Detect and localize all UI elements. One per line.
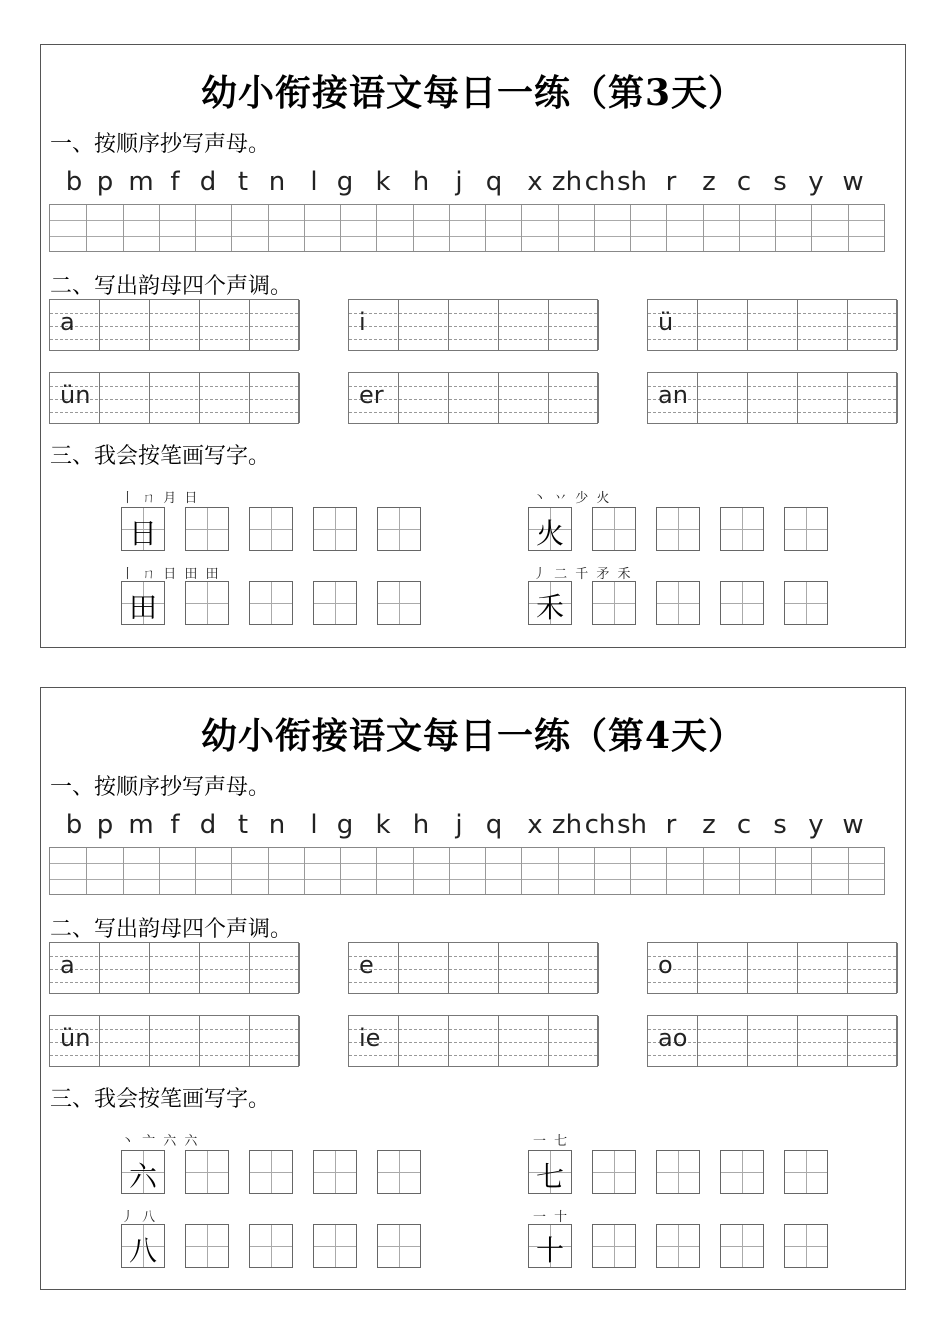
initial-letter: t: [237, 167, 249, 197]
model-character: 八: [128, 1234, 157, 1267]
grid-divider: [413, 848, 414, 894]
guide-line: [349, 412, 597, 413]
tone-cell[interactable]: [848, 373, 898, 423]
grid-divider: [666, 205, 667, 251]
practice-character-box[interactable]: [784, 1150, 828, 1194]
tone-cell[interactable]: [100, 943, 150, 993]
tone-cell[interactable]: [798, 373, 848, 423]
initial-letter: m: [128, 810, 154, 840]
grid-divider: [268, 848, 269, 894]
stroke-order: 丨 ㄇ 日 田 田: [121, 567, 221, 582]
model-character-box: [528, 507, 572, 551]
guide-line: [50, 313, 298, 314]
grid-divider: [376, 205, 377, 251]
stroke-order: 丨 ㄇ 月 日: [121, 491, 200, 506]
initial-letter: h: [412, 167, 430, 197]
practice-character-box[interactable]: [592, 1224, 636, 1268]
tone-cell[interactable]: [499, 943, 549, 993]
model-character: 七: [535, 1160, 564, 1193]
tone-cell[interactable]: [748, 373, 798, 423]
grid-divider: [666, 848, 667, 894]
grid-divider: [340, 205, 341, 251]
tone-cell[interactable]: [399, 943, 449, 993]
initial-letter: w: [842, 810, 864, 840]
grid-divider: [231, 205, 232, 251]
guide-line: [648, 956, 896, 957]
initial-letter: f: [170, 810, 180, 840]
initial-letter: c: [736, 167, 752, 197]
guide-line: [349, 313, 597, 314]
tone-cell[interactable]: [499, 1016, 549, 1066]
copy-writing-grid[interactable]: [49, 204, 885, 252]
grid-divider: [195, 848, 196, 894]
initial-letter: sh: [616, 167, 648, 197]
practice-character-box[interactable]: [313, 1224, 357, 1268]
model-character-box: [121, 1224, 165, 1268]
tone-cell[interactable]: [150, 300, 200, 350]
guide-line: [648, 1055, 896, 1056]
tone-writing-box[interactable]: [49, 942, 299, 994]
practice-character-box[interactable]: [313, 581, 357, 625]
initial-letter: s: [773, 167, 787, 197]
tone-writing-box[interactable]: [49, 299, 299, 351]
grid-divider: [848, 205, 849, 251]
initial-letter: m: [128, 167, 154, 197]
model-character: 六: [128, 1160, 157, 1193]
tone-cell[interactable]: [100, 300, 150, 350]
final-label: ie: [359, 1024, 381, 1052]
practice-character-box[interactable]: [784, 1224, 828, 1268]
practice-character-box[interactable]: [784, 507, 828, 551]
grid-divider: [775, 205, 776, 251]
tone-writing-box[interactable]: [49, 372, 299, 424]
initial-letter: z: [702, 167, 716, 197]
grid-divider: [739, 205, 740, 251]
grid-divider: [594, 205, 595, 251]
tone-cell[interactable]: [848, 943, 898, 993]
worksheet-day4: [40, 687, 906, 1290]
initials-row: [49, 167, 885, 203]
initial-letter: r: [665, 810, 677, 840]
model-character: 田: [128, 591, 157, 624]
practice-character-box[interactable]: [185, 581, 229, 625]
initial-letter: n: [268, 810, 286, 840]
tone-cell[interactable]: [250, 300, 300, 350]
grid-divider: [485, 848, 486, 894]
tone-cell[interactable]: [698, 300, 748, 350]
tone-cell[interactable]: [50, 943, 100, 993]
tone-cell[interactable]: [499, 300, 549, 350]
grid-divider: [703, 848, 704, 894]
guide-line: [349, 1029, 597, 1030]
initial-letter: j: [455, 167, 463, 197]
initial-letter: q: [485, 810, 503, 840]
practice-character-box[interactable]: [313, 507, 357, 551]
tone-writing-box[interactable]: [647, 299, 897, 351]
guide-line: [349, 326, 597, 327]
practice-character-box[interactable]: [656, 507, 700, 551]
practice-character-box[interactable]: [185, 507, 229, 551]
initial-letter: zh: [551, 167, 583, 197]
section-heading-copy-initials: 一、按顺序抄写声母。: [50, 775, 271, 800]
section-heading-stroke-order: 三、我会按笔画写字。: [50, 444, 271, 469]
tone-cell[interactable]: [698, 943, 748, 993]
tone-writing-box[interactable]: [647, 372, 897, 424]
initial-letter: f: [170, 167, 180, 197]
tone-cell[interactable]: [100, 1016, 150, 1066]
initial-letter: w: [842, 167, 864, 197]
tone-cell[interactable]: [150, 373, 200, 423]
initial-letter: r: [665, 167, 677, 197]
section-heading-stroke-order: 三、我会按笔画写字。: [50, 1087, 271, 1112]
tone-cell[interactable]: [200, 300, 250, 350]
tone-cell[interactable]: [250, 1016, 300, 1066]
tone-cell[interactable]: [449, 300, 499, 350]
guide-line: [349, 399, 597, 400]
initial-letter: k: [375, 167, 391, 197]
section-heading-tones: 二、写出韵母四个声调。: [50, 274, 293, 299]
practice-character-box[interactable]: [720, 1150, 764, 1194]
model-character-box: [528, 1150, 572, 1194]
tone-cell[interactable]: [698, 373, 748, 423]
guide-line: [349, 1055, 597, 1056]
tone-cell[interactable]: [150, 1016, 200, 1066]
final-label: ao: [658, 1024, 688, 1052]
grid-divider: [594, 848, 595, 894]
initial-letter: p: [96, 810, 114, 840]
grid-divider: [811, 848, 812, 894]
guide-line: [648, 412, 896, 413]
guide-line: [648, 326, 896, 327]
initial-letter: n: [268, 167, 286, 197]
tone-cell[interactable]: [549, 300, 599, 350]
tone-writing-box[interactable]: [348, 1015, 598, 1067]
tone-cell[interactable]: [748, 1016, 798, 1066]
grid-divider: [848, 848, 849, 894]
practice-character-box[interactable]: [249, 1224, 293, 1268]
initial-letter: j: [455, 810, 463, 840]
final-label: a: [60, 951, 75, 979]
tone-writing-box[interactable]: [49, 1015, 299, 1067]
guide-line: [349, 1042, 597, 1043]
grid-divider: [775, 848, 776, 894]
final-label: ün: [60, 381, 91, 409]
initial-letter: g: [336, 810, 354, 840]
grid-divider: [630, 205, 631, 251]
tone-cell[interactable]: [349, 300, 399, 350]
tone-cell[interactable]: [848, 1016, 898, 1066]
initial-letter: x: [527, 810, 543, 840]
guide-line: [349, 969, 597, 970]
initial-letter: p: [96, 167, 114, 197]
model-character: 日: [128, 517, 157, 550]
initial-letter: y: [808, 167, 824, 197]
final-label: o: [658, 951, 673, 979]
section-heading-tones: 二、写出韵母四个声调。: [50, 917, 293, 942]
initial-letter: l: [310, 810, 318, 840]
grid-divider: [304, 848, 305, 894]
tone-cell[interactable]: [200, 943, 250, 993]
practice-character-box[interactable]: [592, 1150, 636, 1194]
practice-character-box[interactable]: [592, 581, 636, 625]
practice-character-box[interactable]: [377, 581, 421, 625]
guide-line: [50, 339, 298, 340]
tone-writing-box[interactable]: [647, 1015, 897, 1067]
grid-divider: [195, 205, 196, 251]
initial-letter: ch: [584, 167, 616, 197]
initial-letter: s: [773, 810, 787, 840]
tone-cell[interactable]: [250, 943, 300, 993]
tone-cell[interactable]: [250, 373, 300, 423]
model-character-box: [528, 1224, 572, 1268]
initial-letter: c: [736, 810, 752, 840]
guide-line: [50, 412, 298, 413]
tone-cell[interactable]: [698, 1016, 748, 1066]
practice-character-box[interactable]: [377, 1224, 421, 1268]
guide-line: [349, 386, 597, 387]
tone-cell[interactable]: [399, 300, 449, 350]
tone-cell[interactable]: [798, 300, 848, 350]
grid-divider: [413, 205, 414, 251]
practice-character-box[interactable]: [592, 507, 636, 551]
practice-character-box[interactable]: [784, 581, 828, 625]
grid-divider: [268, 205, 269, 251]
initial-letter: z: [702, 810, 716, 840]
tone-writing-box[interactable]: [348, 942, 598, 994]
model-character-box: [121, 581, 165, 625]
practice-character-box[interactable]: [656, 1150, 700, 1194]
practice-character-box[interactable]: [185, 1150, 229, 1194]
stroke-order: 丿 八: [121, 1210, 158, 1225]
initial-letter: g: [336, 167, 354, 197]
model-character-box: [121, 507, 165, 551]
final-label: ü: [658, 308, 674, 336]
initial-letter: q: [485, 167, 503, 197]
tone-cell[interactable]: [549, 1016, 599, 1066]
tone-writing-box[interactable]: [348, 372, 598, 424]
practice-character-box[interactable]: [377, 507, 421, 551]
practice-character-box[interactable]: [249, 581, 293, 625]
model-character: 十: [535, 1234, 564, 1267]
tone-cell[interactable]: [798, 1016, 848, 1066]
tone-cell[interactable]: [349, 943, 399, 993]
tone-cell[interactable]: [449, 1016, 499, 1066]
stroke-order: 一 十: [533, 1210, 570, 1225]
tone-cell[interactable]: [399, 373, 449, 423]
initial-letter: zh: [551, 810, 583, 840]
guide-line: [648, 969, 896, 970]
guide-line: [648, 339, 896, 340]
initial-letter: b: [65, 167, 83, 197]
tone-cell[interactable]: [798, 943, 848, 993]
tone-writing-box[interactable]: [348, 299, 598, 351]
initial-letter: h: [412, 810, 430, 840]
stroke-order: 一 七: [533, 1134, 570, 1149]
grid-divider: [811, 205, 812, 251]
practice-character-box[interactable]: [377, 1150, 421, 1194]
final-label: ün: [60, 1024, 91, 1052]
grid-divider: [86, 205, 87, 251]
grid-divider: [304, 205, 305, 251]
grid-divider: [558, 205, 559, 251]
guide-line: [349, 956, 597, 957]
final-label: a: [60, 308, 75, 336]
practice-character-box[interactable]: [656, 581, 700, 625]
guide-line: [50, 956, 298, 957]
worksheet-day3: [40, 44, 906, 648]
initials-row: [49, 810, 885, 846]
guide-line: [648, 982, 896, 983]
grid-divider: [231, 848, 232, 894]
tone-cell[interactable]: [549, 943, 599, 993]
final-label: i: [359, 308, 366, 336]
final-label: e: [359, 951, 374, 979]
page-title: 幼小衔接语文每日一练（第4天）: [200, 715, 746, 757]
final-label: er: [359, 381, 384, 409]
tone-cell[interactable]: [100, 373, 150, 423]
tone-writing-box[interactable]: [647, 942, 897, 994]
grid-divider: [159, 205, 160, 251]
grid-divider: [123, 205, 124, 251]
grid-divider: [449, 205, 450, 251]
stroke-order: 丶 亠 六 六: [121, 1134, 200, 1149]
initial-letter: d: [199, 810, 217, 840]
practice-character-box[interactable]: [249, 507, 293, 551]
stroke-order: 丶 丷 少 火: [533, 491, 612, 506]
tone-cell[interactable]: [549, 373, 599, 423]
tone-cell[interactable]: [150, 943, 200, 993]
guide-line: [50, 982, 298, 983]
tone-cell[interactable]: [399, 1016, 449, 1066]
copy-writing-grid[interactable]: [49, 847, 885, 895]
model-character-box: [528, 581, 572, 625]
initial-letter: l: [310, 167, 318, 197]
grid-divider: [521, 205, 522, 251]
grid-divider: [340, 848, 341, 894]
initial-letter: b: [65, 810, 83, 840]
grid-divider: [558, 848, 559, 894]
tone-cell[interactable]: [648, 943, 698, 993]
grid-divider: [739, 848, 740, 894]
guide-line: [648, 313, 896, 314]
initial-letter: x: [527, 167, 543, 197]
final-label: an: [658, 381, 688, 409]
guide-line: [50, 1055, 298, 1056]
practice-character-box[interactable]: [249, 1150, 293, 1194]
practice-character-box[interactable]: [720, 507, 764, 551]
tone-cell[interactable]: [499, 373, 549, 423]
model-character: 禾: [535, 591, 564, 624]
tone-cell[interactable]: [200, 1016, 250, 1066]
grid-divider: [485, 205, 486, 251]
grid-divider: [449, 848, 450, 894]
grid-divider: [630, 848, 631, 894]
initial-letter: ch: [584, 810, 616, 840]
tone-cell[interactable]: [449, 943, 499, 993]
initial-letter: k: [375, 810, 391, 840]
tone-cell[interactable]: [748, 300, 798, 350]
page-title: 幼小衔接语文每日一练（第3天）: [200, 72, 746, 114]
tone-cell[interactable]: [848, 300, 898, 350]
grid-divider: [159, 848, 160, 894]
grid-divider: [703, 205, 704, 251]
section-heading-copy-initials: 一、按顺序抄写声母。: [50, 132, 271, 157]
initial-letter: y: [808, 810, 824, 840]
practice-character-box[interactable]: [656, 1224, 700, 1268]
guide-line: [349, 339, 597, 340]
initial-letter: t: [237, 810, 249, 840]
guide-line: [349, 982, 597, 983]
practice-character-box[interactable]: [185, 1224, 229, 1268]
tone-cell[interactable]: [748, 943, 798, 993]
practice-character-box[interactable]: [720, 581, 764, 625]
grid-divider: [86, 848, 87, 894]
tone-cell[interactable]: [200, 373, 250, 423]
tone-cell[interactable]: [449, 373, 499, 423]
guide-line: [50, 326, 298, 327]
guide-line: [50, 969, 298, 970]
practice-character-box[interactable]: [720, 1224, 764, 1268]
practice-character-box[interactable]: [313, 1150, 357, 1194]
initial-letter: sh: [616, 810, 648, 840]
model-character: 火: [535, 517, 564, 550]
grid-divider: [376, 848, 377, 894]
grid-divider: [123, 848, 124, 894]
stroke-order: 丿 二 千 矛 禾: [533, 567, 633, 582]
initial-letter: d: [199, 167, 217, 197]
tone-cell[interactable]: [50, 300, 100, 350]
grid-divider: [521, 848, 522, 894]
model-character-box: [121, 1150, 165, 1194]
